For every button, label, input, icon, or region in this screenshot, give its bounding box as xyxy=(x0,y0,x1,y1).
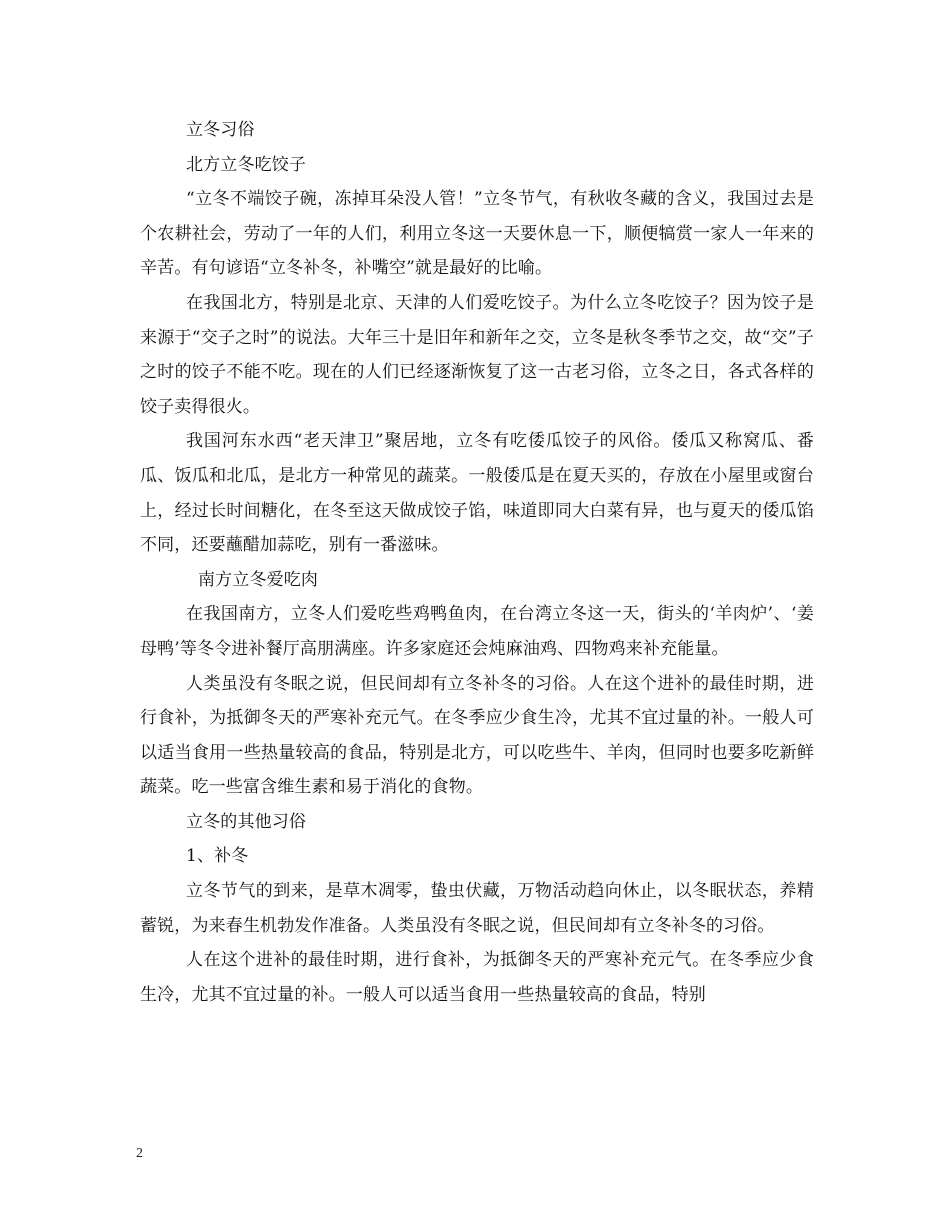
section-heading-south-meat: 南方立冬爱吃肉 xyxy=(198,569,319,590)
paragraph: 在我国北方，特别是北京、天津的人们爱吃饺子。为什么立冬吃饺子？因为饺子是来源于“交子之时”的说法。大年三十是旧年和新年之交，立冬是秋冬季节之交，故“交”子之时的饺子不能不吃。现在的人们已经逐渐恢复了这一古老习俗，立冬之日，各式各样的饺子卖得很火。 xyxy=(140,292,814,417)
paragraph: 在我国南方，立冬人们爱吃些鸡鸭鱼肉，在台湾立冬这一天，街头的‘羊肉炉’、‘姜母鸭’等冬令进补餐厅高朋满座。许多家庭还会炖麻油鸡、四物鸡来补充能量。 xyxy=(140,604,814,659)
page-number: 2 xyxy=(136,1146,143,1161)
paragraph: 人类虽没有冬眠之说，但民间却有立冬补冬的习俗。人在这个进补的最佳时期，进行食补，为抵御冬天的严寒补充元气。在冬季应少食生冷，尤其不宜过量的补。一般人可以适当食用一些热量较高的食品，特别是北方，可以吃些牛、羊肉，但同时也要多吃新鲜蔬菜。吃一些富含维生素和易于消化的食物。 xyxy=(140,673,814,798)
section-heading-bu-dong: 1、补冬 xyxy=(186,846,249,867)
document-title: 立冬习俗 xyxy=(186,120,255,140)
paragraph: “立冬不端饺子碗，冻掉耳朵没人管！”立冬节气，有秋收冬藏的含义，我国过去是个农耕社会，劳动了一年的人们，利用立冬这一天要休息一下，顺便犒赏一家人一年来的辛苦。有句谚语“立冬补冬，补嘴空”就是最好的比喻。 xyxy=(140,189,814,279)
paragraph: 立冬节气的到来，是草木凋零，蛰虫伏藏，万物活动趋向休止，以冬眠状态，养精蓄锐，为来春生机勃发作准备。人类虽没有冬眠之说，但民间却有立冬补冬的习俗。 xyxy=(140,881,814,936)
paragraph: 我国河东水西“老天津卫”聚居地，立冬有吃倭瓜饺子的风俗。倭瓜又称窝瓜、番瓜、饭瓜和北瓜，是北方一种常见的蔬菜。一般倭瓜是在夏天买的，存放在小屋里或窗台上，经过长时间糖化，在冬至这天做成饺子馅，味道即同大白菜有异，也与夏天的倭瓜馅不同，还要蘸醋加蒜吃，别有一番滋味。 xyxy=(140,431,814,556)
section-heading-other-customs: 立冬的其他习俗 xyxy=(186,811,307,832)
document-body xyxy=(140,113,814,1012)
paragraph: 人在这个进补的最佳时期，进行食补，为抵御冬天的严寒补充元气。在冬季应少食生冷，尤其不宜过量的补。一般人可以适当食用一些热量较高的食品，特别 xyxy=(140,950,814,1005)
section-heading-north-dumplings: 北方立冬吃饺子 xyxy=(186,154,307,175)
